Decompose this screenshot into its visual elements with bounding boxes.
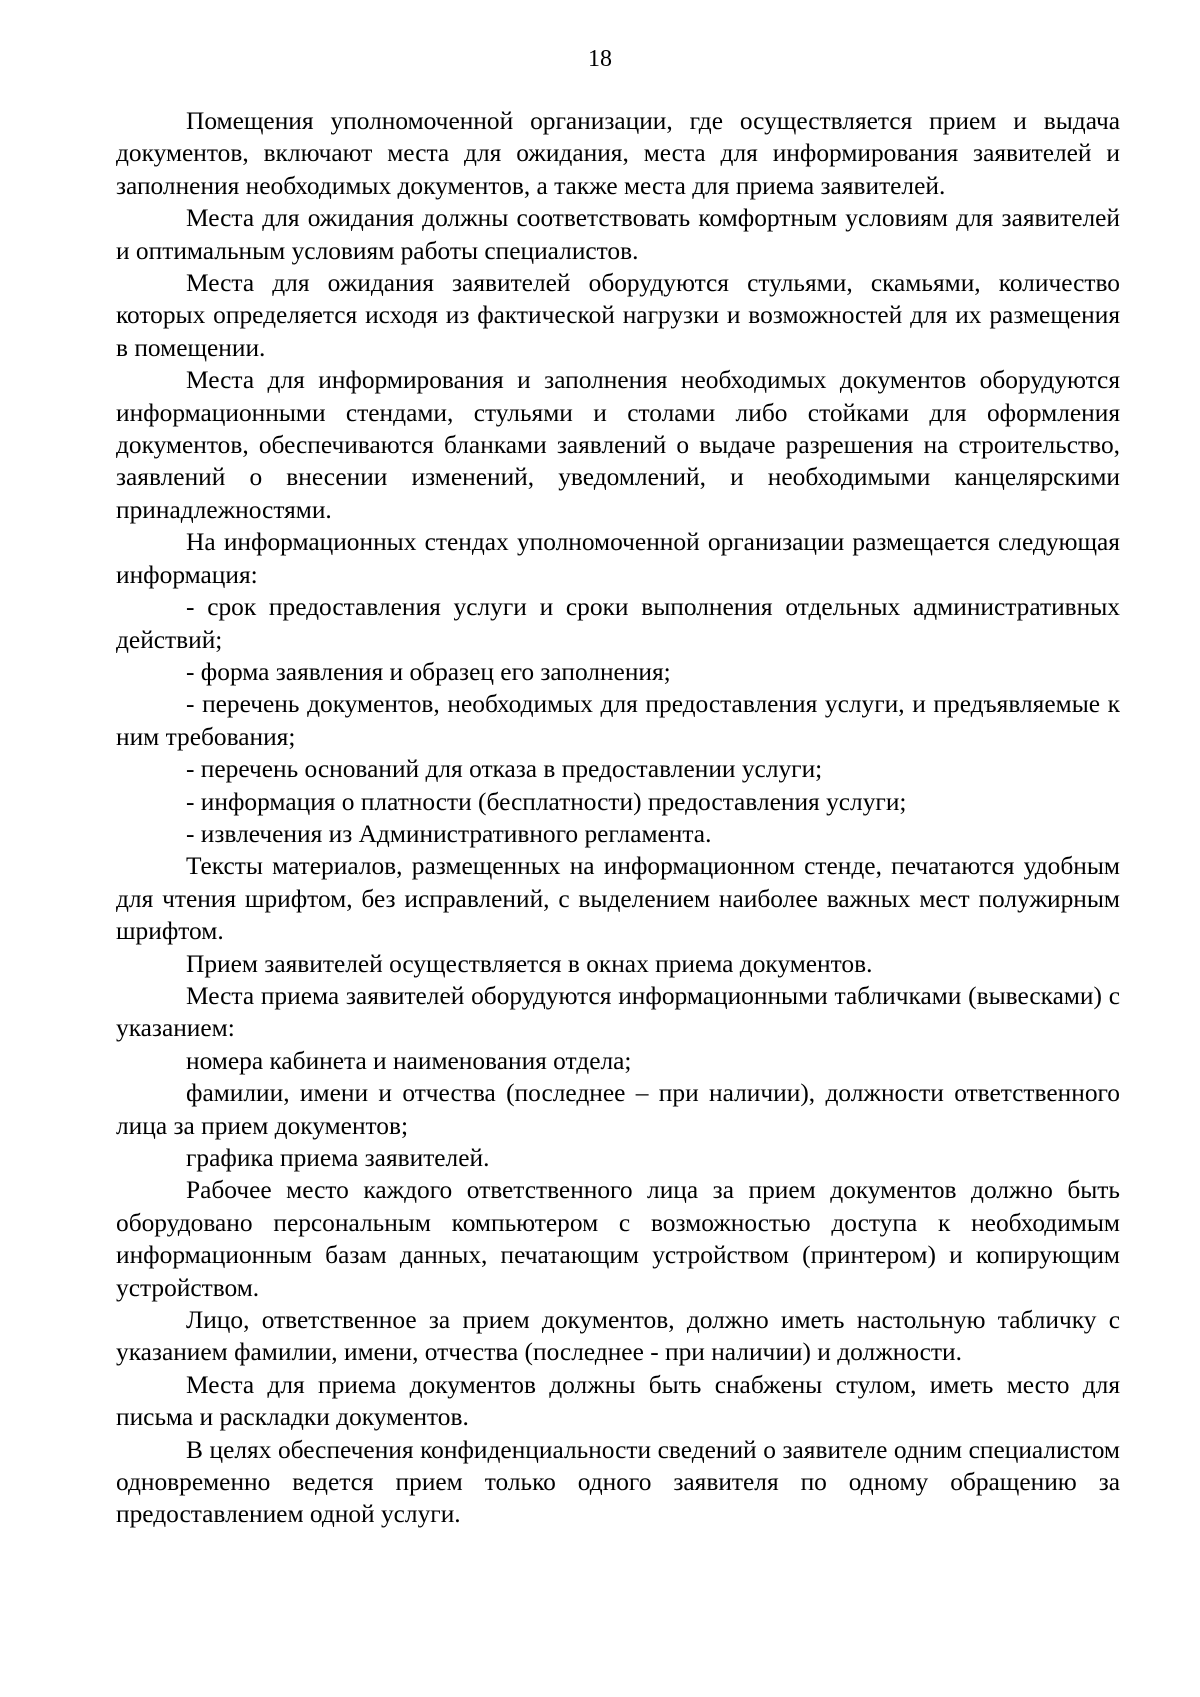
list-item: - перечень оснований для отказа в предоставлении услуги; [186,755,823,784]
list-item: - перечень документов, необходимых для предоставления услуги, и предъявляемые к ним требования; [116,690,1120,751]
paragraph: В целях обеспечения конфиденциальности сведений о заявителе одним специалистом одновременно ведется прием только одного заявителя по одному обращению за предоставлением одной услуги. [116,1435,1120,1529]
list-item: - извлечения из Административного регламента. [186,819,712,848]
page-number: 18 [588,46,612,72]
paragraph: Места для ожидания заявителей оборудуются стульями, скамьями, количество которых определяется исходя из фактической нагрузки и возможностей для их размещения в помещении. [116,269,1120,362]
paragraph: Места для информирования и заполнения необходимых документов оборудуются информационными стендами, стульями и столами либо стойками для оформления документов, обеспечиваются бланками заявлений о выдаче разрешения на строительство, заявлений о внесении изменений, уведомлений, и необходимыми канцелярскими принадлежностями. [116,366,1120,524]
list-item: графика приема заявителей. [186,1144,490,1172]
paragraph: Места приема заявителей оборудуются информационными табличками (вывесками) с указанием: [116,981,1120,1043]
paragraph: Лицо, ответственное за прием документов, должно иметь настольную табличку с указанием фамилии, имени, отчества (последнее - при наличии) и должности. [116,1306,1120,1367]
list-item: - форма заявления и образец его заполнения; [186,657,671,686]
paragraph: Места для приема документов должны быть снабжены стулом, иметь место для письма и раскладки документов. [116,1370,1120,1432]
paragraph: Тексты материалов, размещенных на информационном стенде, печатаются удобным для чтения шрифтом, без исправлений, с выделением наиболее важных мест полужирным шрифтом. [116,852,1120,946]
paragraph: Прием заявителей осуществляется в окнах приема документов. [186,949,873,978]
paragraph: Места для ожидания должны соответствовать комфортным условиям для заявителей и оптимальным условиям работы специалистов. [116,204,1120,265]
list-item: номера кабинета и наименования отдела; [186,1046,632,1075]
document-body [116,105,1120,1531]
paragraph: Помещения уполномоченной организации, где осуществляется прием и выдача документов, включают места для ожидания, места для информирования заявителей и заполнения необходимых документов, а также места для приема заявителей. [116,107,1120,200]
paragraph: На информационных стендах уполномоченной организации размещается следующая информация: [116,528,1120,589]
list-item: - срок предоставления услуги и сроки выполнения отдельных административных действий; [116,593,1120,654]
list-item: - информация о платности (бесплатности) предоставления услуги; [186,787,907,816]
paragraph: Рабочее место каждого ответственного лица за прием документов должно быть оборудовано персональным компьютером с возможностью доступа к необходимым информационным базам данных, печатающим устройством (принтером) и копирующим устройством. [116,1176,1120,1302]
list-item: фамилии, имени и отчества (последнее – при наличии), должности ответственного лица за прием документов; [116,1079,1120,1140]
